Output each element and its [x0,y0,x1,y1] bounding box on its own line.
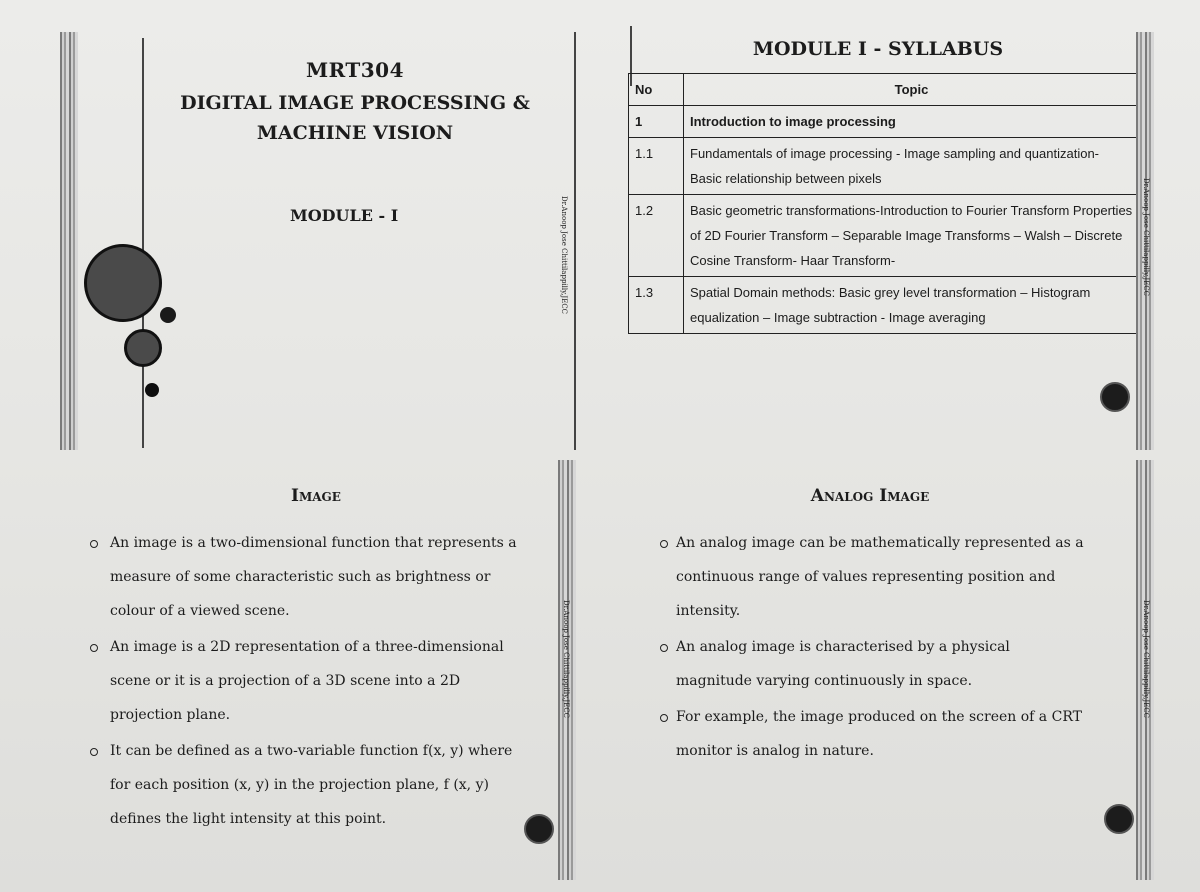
decorative-circle-large [84,244,162,322]
list-item: For example, the image produced on the screen of a CRT monitor is analog in nature. [658,700,1088,768]
course-title [170,88,540,148]
bullet-list [658,526,1088,770]
row-topic: Spatial Domain methods: Basic grey level transformation – Histogram equalization – Image subtraction - Image averaging [684,277,1140,334]
decorative-circle-medium [124,329,162,367]
slide-syllabus [628,18,1160,450]
course-title-line-1: DIGITAL IMAGE PROCESSING & [180,92,530,114]
row-topic: Introduction to image processing [684,106,1140,138]
row-number: 1.1 [629,138,684,195]
table-row [629,106,1140,138]
list-item: An analog image can be mathematically represented as a continuous range of values representing position and intensity. [658,526,1088,628]
row-number: 1.3 [629,277,684,334]
side-credit: Dr.Anoop Jose Chittilappilly,JECC [562,600,570,719]
table-row [629,195,1140,277]
table-row [629,138,1140,195]
slide-heading: Analog Image [810,486,930,506]
header-topic: Topic [684,74,1140,106]
row-number: 1 [629,106,684,138]
row-topic: Basic geometric transformations-Introduction to Fourier Transform Properties of 2D Fourier Transform – Separable Image Transforms – Walsh – Discrete Cosine Transform- Haar Transform- [684,195,1140,277]
header-no: No [629,74,684,106]
slide-number-badge [1104,804,1134,834]
module-heading: MODULE - I [290,206,399,225]
side-credit: Dr.Anoop Jose Chittilappilly,JECC [1142,600,1150,719]
table-header-row [629,74,1140,106]
course-code: MRT304 [305,58,405,82]
list-item: An image is a two-dimensional function that represents a measure of some characteristic such as brightness or colour of a viewed scene. [92,526,522,628]
list-item: It can be defined as a two-variable function f(x, y) where for each position (x, y) in the projection plane, f (x, y) defines the light intensity at this point. [92,734,522,836]
slide-divider-line [574,32,576,450]
slide-heading: Image [291,486,341,506]
list-item: An image is a 2D representation of a three-dimensional scene or it is a projection of a 3D scene into a 2D projection plane. [92,630,522,732]
side-credit: Dr.Anoop Jose Chittilappilly,JECC [1142,178,1150,297]
syllabus-table [628,73,1140,334]
slide-course-title [30,18,578,450]
slide-number-badge [1100,382,1130,412]
decorative-side-rule [142,38,144,448]
course-title-line-2: MACHINE VISION [256,122,454,144]
row-number: 1.2 [629,195,684,277]
decorative-circle-tiny [145,383,159,397]
decorative-circle-small [160,307,176,323]
bullet-list [92,526,522,838]
list-item: An analog image is characterised by a physical magnitude varying continuously in space. [658,630,1088,698]
row-topic: Fundamentals of image processing - Image sampling and quantization- Basic relationship between pixels [684,138,1140,195]
slide-analog-image [628,460,1160,880]
table-row [629,277,1140,334]
syllabus-title: MODULE I - SYLLABUS [752,38,1004,60]
slide-number-badge [524,814,554,844]
side-credit: Dr.Anoop Jose Chittilappilly,JECC [560,196,568,315]
decorative-side-strip [60,32,78,450]
slide-image-definition [52,460,580,880]
